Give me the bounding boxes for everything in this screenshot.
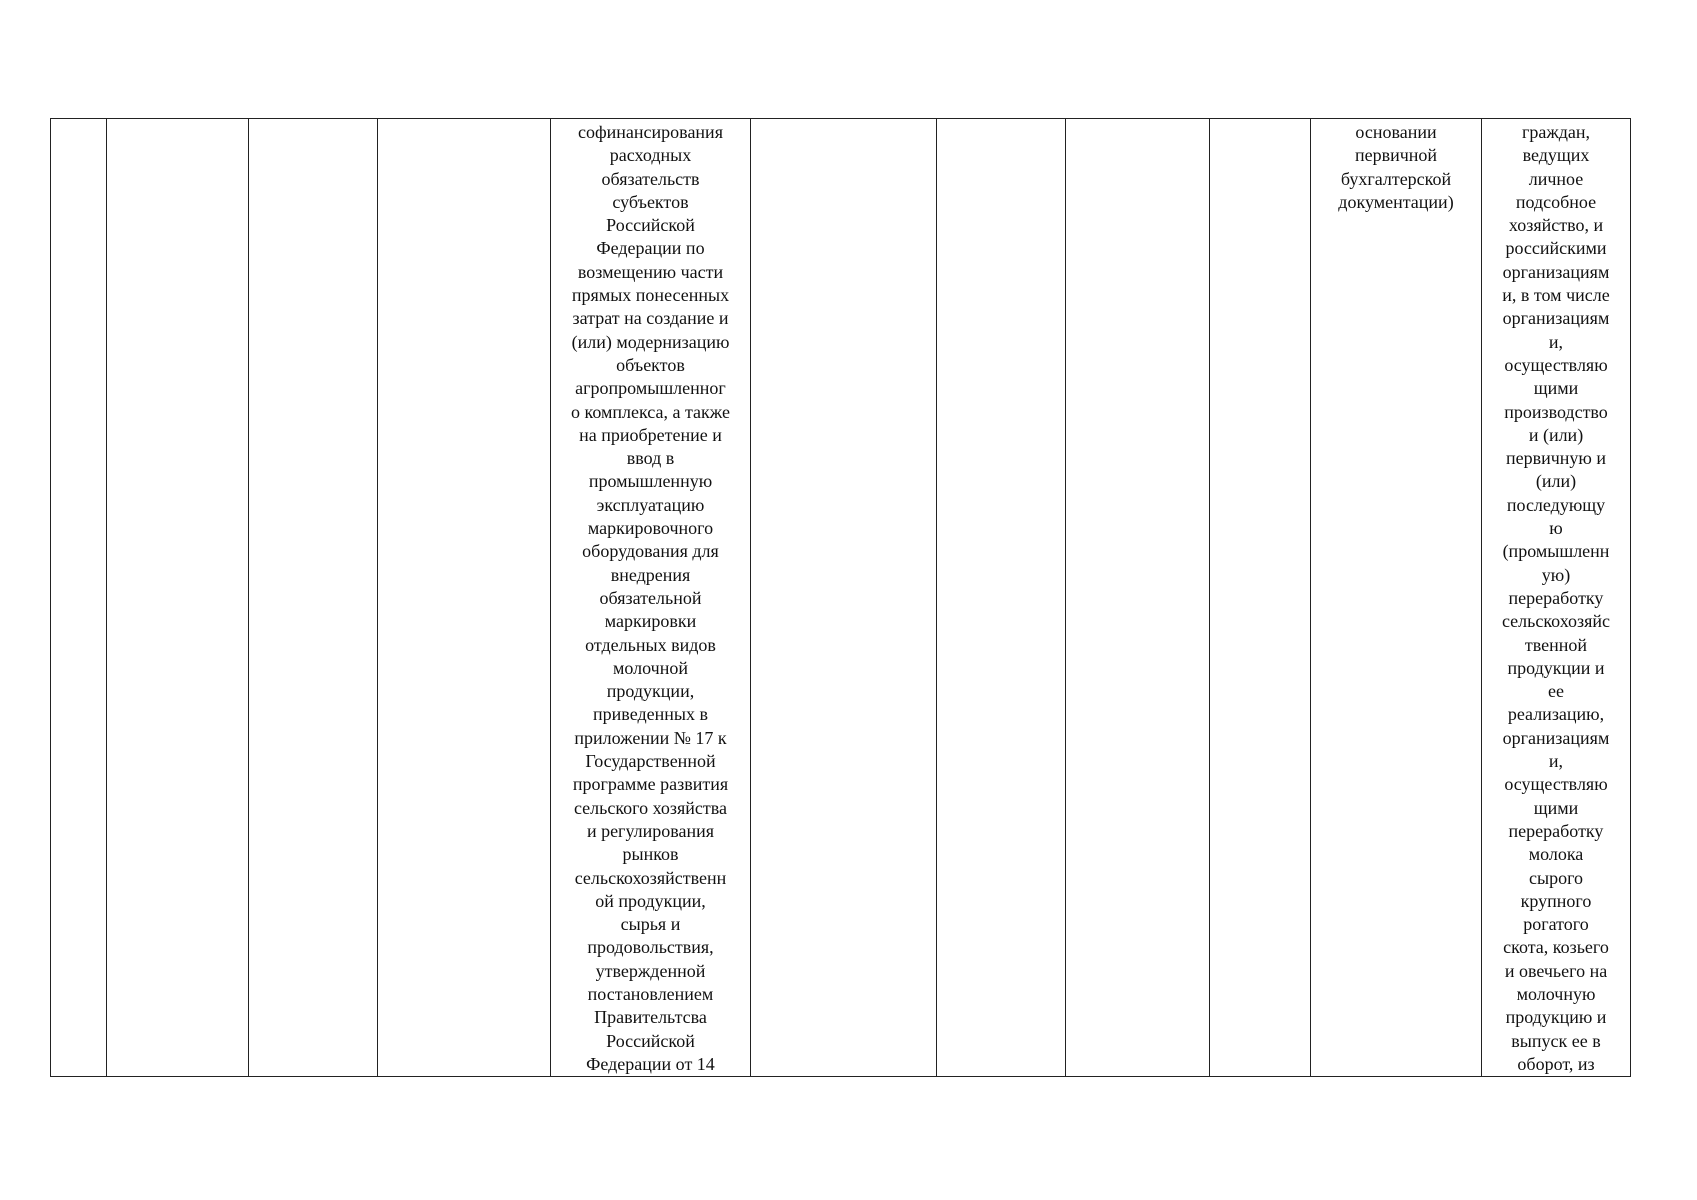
text-line: осуществляю (1504, 774, 1608, 795)
text-line: хозяйство, и (1508, 215, 1604, 236)
table-cell-11 (1482, 119, 1631, 1077)
text-line: последующу (1506, 494, 1606, 515)
text-line: основании (1355, 122, 1437, 142)
text-line: (или) (1535, 471, 1577, 492)
text-line: подсобное (1515, 191, 1597, 212)
text-line: софинансирования (578, 122, 723, 142)
table-cell-2 (107, 119, 249, 1077)
table-cell-4 (378, 119, 551, 1077)
text-line: приведенных в (593, 704, 708, 725)
text-line: производство (1504, 401, 1608, 422)
text-line: российскими (1505, 238, 1607, 259)
table-cell-9 (1210, 119, 1311, 1077)
text-line: молочной (613, 657, 688, 678)
table-cell-8 (1066, 119, 1210, 1077)
text-line: ю (1549, 518, 1563, 539)
text-line: ведущих (1522, 145, 1590, 166)
text-line: рынков (622, 844, 679, 865)
table-cell-5 (551, 119, 751, 1077)
text-line: прямых понесенных (571, 285, 730, 306)
text-line: рогатого (1523, 914, 1589, 935)
text-line: сельскохозяйс (1501, 611, 1611, 632)
text-line: молока (1528, 844, 1584, 865)
text-line: документации) (1338, 191, 1454, 212)
text-line: молочную (1516, 983, 1596, 1004)
text-line: щими (1533, 797, 1579, 818)
text-line: обязательств (601, 168, 700, 189)
text-line: ую) (1541, 564, 1571, 585)
table-cell-10 (1311, 119, 1482, 1077)
text-line: сырого (1528, 867, 1584, 888)
text-line: субъектов (612, 191, 689, 212)
text-line: Федерации по (596, 238, 705, 259)
text-line: и овечьего на (1504, 960, 1608, 981)
text-line: программе развития (572, 774, 729, 795)
text-line: постановлением (587, 983, 714, 1004)
text-line: крупного (1520, 890, 1592, 911)
text-line: ввод в (626, 448, 675, 469)
text-line: оборудования для (582, 541, 719, 562)
text-line: и, (1548, 751, 1564, 772)
text-line: на приобретение и (579, 424, 722, 445)
text-line: сельскохозяйственн (574, 867, 727, 888)
text-line: твенной (1524, 634, 1588, 655)
text-line: и (или) (1528, 424, 1584, 445)
text-line: Государственной (585, 751, 716, 772)
text-line: затрат на создание и (572, 308, 729, 329)
text-line: сельского хозяйства (573, 797, 728, 818)
text-line: организациям (1502, 727, 1610, 748)
text-line: выпуск ее в (1511, 1030, 1601, 1051)
text-line: граждан, (1521, 122, 1591, 142)
text-line: (промышленн (1502, 541, 1610, 562)
text-line: утвержденной (595, 960, 706, 981)
text-line: ее (1548, 681, 1564, 702)
text-line: приложении № 17 к (574, 727, 727, 748)
table-cell-1 (51, 119, 107, 1077)
table-cell-7 (937, 119, 1066, 1077)
text-line: агропромышленног (575, 378, 726, 399)
text-line: ой продукции, (595, 890, 706, 911)
text-line: реализацию, (1507, 704, 1605, 725)
text-line: Федерации от 14 (586, 1053, 715, 1074)
text-line: промышленную (588, 471, 713, 492)
text-line: возмещению части (577, 261, 724, 282)
text-line: о комплекса, а также (571, 401, 730, 422)
text-line: объектов (616, 354, 685, 375)
text-line: продовольствия, (587, 937, 714, 958)
text-line: обязательной (599, 587, 702, 608)
text-line: организациям (1502, 261, 1610, 282)
text-line: расходных (609, 145, 692, 166)
text-line: оборот, из (1517, 1053, 1595, 1074)
table-cell-6 (751, 119, 937, 1077)
text-line: переработку (1508, 820, 1604, 841)
text-line: продукцию и (1505, 1007, 1607, 1028)
text-line: (или) модернизацию (571, 331, 730, 352)
text-line: первичную и (1505, 448, 1607, 469)
text-line: продукции и (1507, 657, 1605, 678)
table-cell-3 (249, 119, 378, 1077)
text-line: переработку (1508, 587, 1604, 608)
source-note-text (1313, 121, 1479, 214)
text-line: сырья и (620, 914, 681, 935)
text-line: бухгалтерской (1340, 168, 1452, 189)
text-line: Российской (606, 215, 695, 236)
text-line: маркировки (604, 611, 697, 632)
text-line: Российской (606, 1030, 695, 1051)
text-line: маркировочного (587, 518, 714, 539)
text-line: и, в том числе (1502, 285, 1610, 306)
text-line: Правительтсва (594, 1007, 707, 1028)
text-line: эксплуатацию (596, 494, 705, 515)
text-line: первичной (1354, 145, 1438, 166)
text-line: организациям (1502, 308, 1610, 329)
text-line: личное (1528, 168, 1584, 189)
text-line: и регулирования (586, 820, 715, 841)
text-line: скота, козьего (1503, 937, 1609, 958)
document-table (50, 118, 1631, 1077)
text-line: щими (1533, 378, 1579, 399)
text-line: продукции, (606, 681, 695, 702)
recipients-text (1484, 121, 1628, 1076)
text-line: отдельных видов (585, 634, 716, 655)
table-row (51, 119, 1631, 1077)
measure-description-text (553, 121, 748, 1076)
text-line: и, (1548, 331, 1564, 352)
text-line: внедрения (610, 564, 691, 585)
text-line: осуществляю (1504, 354, 1608, 375)
